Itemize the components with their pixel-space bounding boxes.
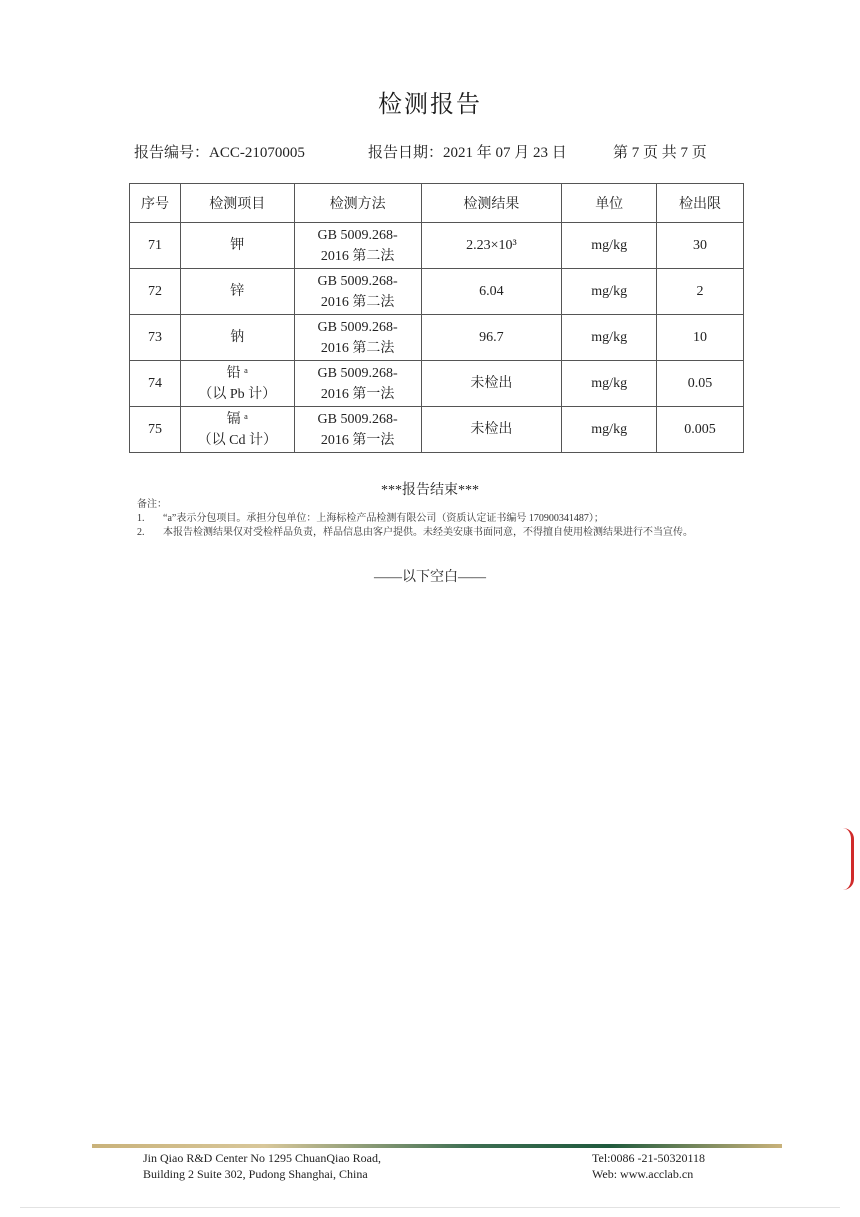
address-line1: Jin Qiao R&D Center No 1295 ChuanQiao Road,	[143, 1151, 381, 1165]
item-note: （以 Cd 计）	[197, 432, 277, 448]
table-row	[130, 223, 744, 269]
cell-no: 74	[130, 361, 181, 407]
report-end-mark: ***报告结束***	[381, 483, 479, 498]
footer-address	[143, 1150, 381, 1182]
header-limit: 检出限	[657, 184, 744, 223]
cell-unit: mg/kg	[562, 223, 657, 269]
address-line2: Building 2 Suite 302, Pudong Shanghai, China	[143, 1167, 368, 1181]
cell-method	[294, 315, 421, 361]
cell-unit: mg/kg	[562, 315, 657, 361]
item-name: 钠	[230, 330, 245, 345]
notes-section	[137, 498, 693, 540]
cell-result: 96.7	[421, 315, 562, 361]
item-name: 镉 ᵃ	[226, 411, 248, 427]
cell-limit: 30	[657, 223, 744, 269]
table-row	[130, 269, 744, 315]
cell-method	[294, 223, 421, 269]
table-header-row	[130, 184, 744, 223]
page-title: 检测报告	[378, 90, 482, 118]
stamp-edge-mark	[843, 828, 854, 890]
table-row	[130, 361, 744, 407]
report-number: 报告编号：ACC-21070005	[134, 145, 305, 161]
method-line2: 2016 第二法	[320, 294, 395, 310]
table-row	[130, 407, 744, 453]
cell-item	[180, 223, 294, 269]
note-item	[137, 526, 693, 540]
footer-divider	[92, 1144, 782, 1148]
cell-limit: 0.05	[657, 361, 744, 407]
method-line1: GB 5009.268-	[317, 273, 398, 289]
cell-unit: mg/kg	[562, 269, 657, 315]
cell-item	[180, 315, 294, 361]
cell-result: 未检出	[421, 361, 562, 407]
note-number: 1.	[137, 513, 145, 524]
method-line1: GB 5009.268-	[317, 365, 398, 381]
cell-result: 6.04	[421, 269, 562, 315]
page-indicator: 第 7 页 共 7 页	[613, 145, 707, 161]
cell-no: 75	[130, 407, 181, 453]
cell-limit: 10	[657, 315, 744, 361]
note-text: “a”表示分包项目。承担分包单位：上海标检产品检测有限公司（资质认定证书编号 170900341487）；	[163, 513, 604, 524]
results-table	[129, 183, 744, 453]
cell-method	[294, 269, 421, 315]
note-text: 本报告检测结果仅对受检样品负责，样品信息由客户提供。未经美安康书面同意，不得擅自使用检测结果进行不当宣传。	[163, 527, 693, 538]
item-note: （以 Pb 计）	[198, 386, 277, 402]
method-line1: GB 5009.268-	[317, 411, 398, 427]
cell-method	[294, 407, 421, 453]
method-line2: 2016 第一法	[320, 386, 395, 402]
method-line2: 2016 第二法	[320, 248, 395, 264]
cell-no: 73	[130, 315, 181, 361]
footer-contact	[592, 1150, 705, 1182]
header-result: 检测结果	[421, 184, 562, 223]
method-line2: 2016 第一法	[320, 432, 395, 448]
cell-no: 72	[130, 269, 181, 315]
header-item: 检测项目	[180, 184, 294, 223]
footer-tel: Tel:0086 -21-50320118	[592, 1151, 706, 1165]
cell-item	[180, 269, 294, 315]
item-name: 锌	[230, 284, 245, 299]
blank-below-marker: ——以下空白——	[374, 570, 486, 585]
note-item	[137, 512, 693, 526]
cell-item	[180, 361, 294, 407]
method-line2: 2016 第二法	[320, 340, 395, 356]
notes-heading: 备注：	[137, 499, 167, 510]
cell-method	[294, 361, 421, 407]
note-number: 2.	[137, 527, 145, 538]
item-name: 钾	[230, 238, 245, 253]
cell-item	[180, 407, 294, 453]
item-name: 铅 ᵃ	[226, 365, 248, 381]
footer-web: Web: www.acclab.cn	[592, 1167, 694, 1181]
page-bottom-edge	[20, 1207, 840, 1208]
table-row	[130, 315, 744, 361]
cell-limit: 0.005	[657, 407, 744, 453]
header-no: 序号	[130, 184, 181, 223]
header-method: 检测方法	[294, 184, 421, 223]
cell-unit: mg/kg	[562, 361, 657, 407]
header-unit: 单位	[562, 184, 657, 223]
cell-result: 未检出	[421, 407, 562, 453]
cell-no: 71	[130, 223, 181, 269]
cell-limit: 2	[657, 269, 744, 315]
cell-result: 2.23×10³	[421, 223, 562, 269]
report-date: 报告日期：2021 年 07 月 23 日	[368, 145, 567, 161]
method-line1: GB 5009.268-	[317, 319, 398, 335]
method-line1: GB 5009.268-	[317, 227, 398, 243]
cell-unit: mg/kg	[562, 407, 657, 453]
